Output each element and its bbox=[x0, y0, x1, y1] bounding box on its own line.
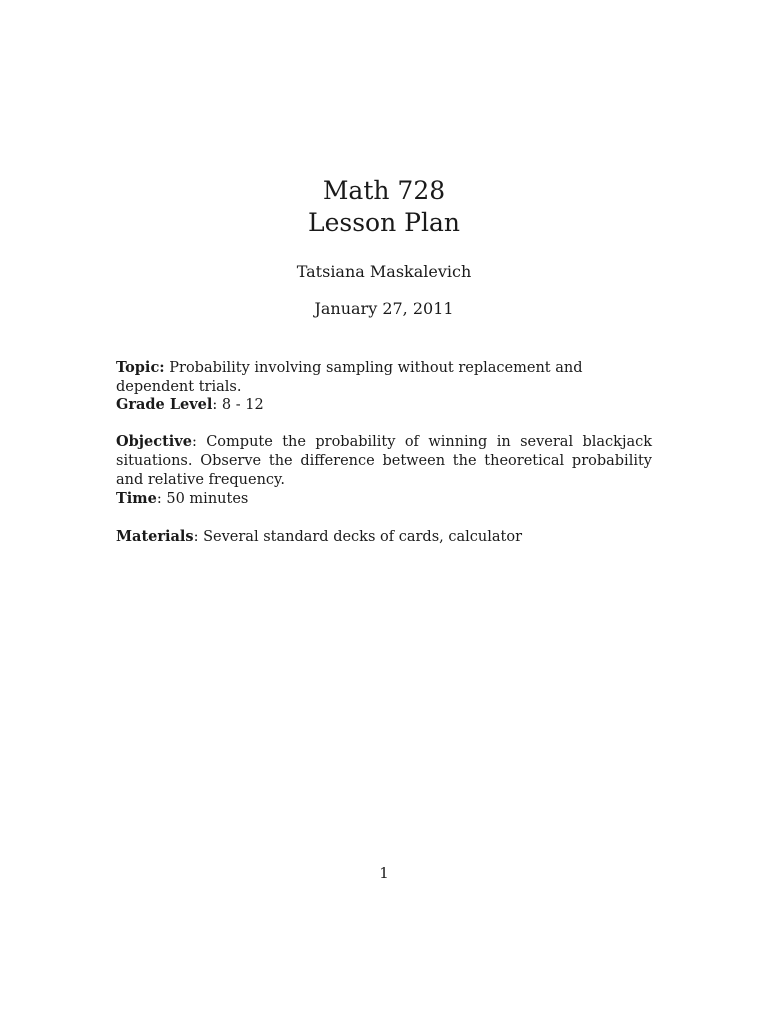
topic-text: Probability involving sampling without replacement and dependent trials. bbox=[116, 360, 583, 395]
topic-field bbox=[116, 358, 652, 397]
grade-level-label: Grade Level bbox=[116, 396, 213, 413]
grade-level-text: : 8 - 12 bbox=[212, 397, 264, 413]
title-block bbox=[0, 175, 768, 239]
materials-field bbox=[116, 527, 652, 547]
objective-field bbox=[116, 432, 652, 490]
objective-label: Objective bbox=[116, 433, 192, 450]
course-title: Math 728 bbox=[322, 176, 446, 205]
document-date: January 27, 2011 bbox=[314, 299, 454, 318]
topic-label: Topic: bbox=[116, 359, 165, 376]
author-name: Tatsiana Maskalevich bbox=[296, 262, 472, 281]
materials-label: Materials bbox=[116, 528, 194, 545]
materials-text: : Several standard decks of cards, calculator bbox=[193, 529, 522, 545]
page-number: 1 bbox=[379, 864, 389, 882]
document-title: Lesson Plan bbox=[308, 208, 460, 237]
time-label: Time bbox=[116, 490, 157, 507]
grade-level-field bbox=[116, 395, 652, 415]
time-field bbox=[116, 489, 652, 509]
objective-text: : Compute the probability of winning in several blackjack situations. Observe the difference between the theoretical probability and relative frequency. bbox=[116, 434, 652, 488]
time-text: : 50 minutes bbox=[156, 491, 249, 507]
